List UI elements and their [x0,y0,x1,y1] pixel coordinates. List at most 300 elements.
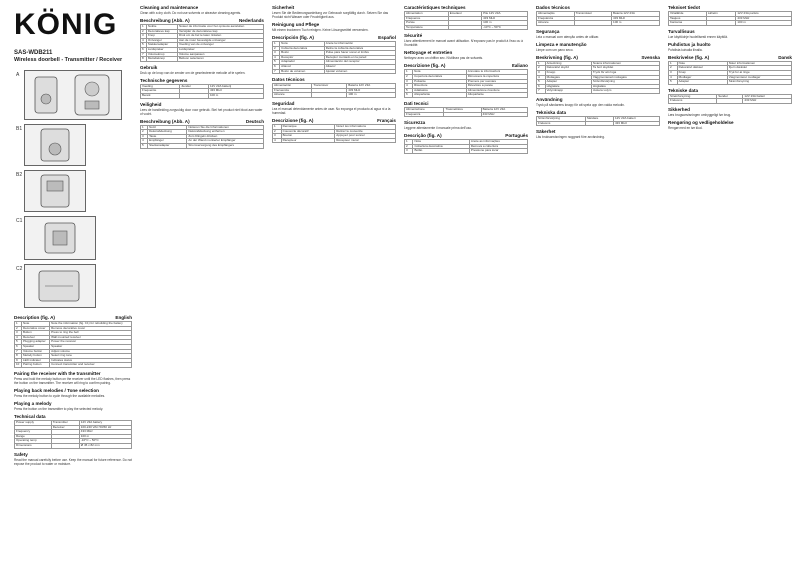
table-cell: Alcance [273,93,312,98]
table-cell: Strömförsörjning [537,116,586,121]
table-cell: Plugging adapter [21,340,49,345]
info-table [140,24,264,62]
table-cell: Notiz [148,125,187,130]
paragraph: Mit einem trockenen Tuch reinigen. Keine Lösungsmittel verwenden. [272,28,369,32]
section-heading: Datos técnicos [272,77,305,83]
table-cell: 433 MHz [736,16,792,21]
table-row [141,143,264,148]
table-cell: 2 [669,66,678,71]
table-cell: Vægmonteret modtager [727,75,791,80]
table-cell: 4 [141,38,147,43]
table-cell: 3 [669,70,678,75]
section-heading: Sikkerhed [668,106,690,112]
table-cell [444,112,481,117]
table-cell: Bereik [141,93,180,98]
table-cell: Notez les informations [335,124,396,129]
table-cell: Adjust volume [50,349,132,354]
table-cell: 6 [141,47,147,52]
section-heading: Användning [536,96,563,102]
section-heading: Seguridad [272,100,295,106]
table-row [273,93,396,98]
table-cell: 1 [537,61,546,66]
paragraph: Leggere attentamente il manuale prima dell'uso. [404,126,472,131]
table-cell [180,93,208,98]
column-3 [272,0,396,567]
column-1-text [14,312,132,467]
section-heading: Cleaning and maintenance [140,5,199,10]
table-cell: Anote la información [324,42,395,47]
table-cell [448,25,481,30]
section-heading: Descrizione (fig. A) Italiano [404,63,528,69]
table-cell: Notitie [146,25,177,30]
table-cell: Alimentação [537,12,575,17]
table-cell: Fjern dækslet [727,66,791,71]
table-cell: Altoparlante [466,93,527,98]
section-heading: Tekniska data [536,109,567,115]
product-model: SAS-WDB211 [14,50,53,56]
table-cell: Couvercle décoratif [281,129,335,134]
table-cell: Zum Klingeln drücken [187,134,264,139]
paragraph: Leia o manual com atenção antes de utilizar. [536,34,600,39]
table-cell: 2 [141,29,147,34]
figure-b2 [24,170,86,212]
paragraph: Limpe com um pano seco. [536,47,574,52]
table-cell: -10°C ~ 50°C [79,439,131,444]
table-cell: Stekkeradapter [146,43,177,48]
table-row [537,21,660,26]
table-cell: 5 [669,80,678,85]
paragraph: Lea el manual detenidamente antes de usar. No exponga el producto al agua ni a la humedad. [272,106,391,115]
table-cell: Tryk for at ringe [727,70,791,75]
table-row [273,69,396,74]
table-cell [717,99,743,104]
table-row [669,80,792,85]
table-cell: Virtalähde [669,12,707,17]
paragraph: Puhdista kuivalla liinalla. [668,47,703,52]
table-row [405,93,528,98]
table-cell: Strømforsyning [727,80,791,85]
table-cell: Retirez le couvercle [335,129,396,134]
table-cell: Decoratieve kap [146,29,177,34]
table-cell: Power supply [15,420,52,425]
table-cell: Pairing button [21,363,49,368]
table-cell: Ricevitore a parete [466,84,527,89]
column-3-text [272,0,396,143]
section-heading: Beskrivelse (fig. A) Dansk [668,54,792,60]
table-cell: Note [21,322,49,327]
table-cell: Högtalare [591,84,659,89]
table-cell: 6 [405,93,413,98]
table-cell: 4 [141,139,148,144]
table-cell: Melody button [21,354,49,359]
info-table [404,11,528,30]
table-cell: 7 [537,89,546,94]
table-cell: Frequentie [141,89,180,94]
table-cell: Adapter [545,80,591,85]
paragraph: Lesen Sie die Bedienungsanleitung vor Gebrauch sorgfältig durch. Setzen Sie das Produkt nicht Wasser oder Feuchtigkeit aus. [272,11,389,19]
language-label: Nederlands [238,18,264,23]
section-heading: Puhdistus ja huolto [668,41,711,47]
table-cell: 9 [15,358,22,363]
table-cell: 100 m [736,21,792,26]
info-table [140,125,264,149]
table-cell: Notera informationen [591,61,659,66]
language-label: Português [505,133,528,139]
table-cell: 2 [273,46,280,51]
table-cell: Récepteur [281,138,335,143]
table-row [405,25,528,30]
section-heading: Beschreibung (Abb. A) Nederlands [140,18,264,23]
table-cell: 6 [15,344,22,349]
table-cell: Adapter [677,80,727,85]
table-cell: 2 [15,326,22,331]
table-cell: 12V 23A paristo [736,12,792,17]
section-heading: Safety [14,451,28,457]
table-row [537,89,660,94]
table-cell: Remova a cobertura [469,144,527,149]
table-cell [312,93,347,98]
table-cell: Tryck för att ringa [591,70,659,75]
table-cell: Ajustar volumen [324,69,395,74]
table-cell: Volume aanpassen [177,52,263,57]
column-5-text [536,0,660,139]
table-cell: Receiver [51,425,79,430]
table-cell [51,443,79,448]
table-cell: 433 MHz [612,16,660,21]
table-cell: Melodieknop [146,57,177,62]
info-table [668,94,792,104]
table-cell: Power the receiver [50,340,132,345]
table-cell: Retire la cubierta decorativa [324,46,395,51]
table-cell: Botón [280,51,325,56]
column-6-text [668,0,792,130]
table-cell: Transmitter [51,420,79,425]
doorbell-illustration [25,71,121,119]
section-heading: Dados técnicos [536,5,570,10]
figure-label-c1: C1 [16,218,23,224]
table-cell: Receptor montado en la pared [324,55,395,60]
table-cell: Altavoz [280,64,325,69]
section-heading: Sécurité [404,33,423,39]
table-cell: Frekvens [537,121,586,126]
table-cell: Pile 12V 23A [482,12,528,17]
table-cell: Bateria 12V 23A [612,12,660,17]
section-heading: Rengøring og vedligeholdelse [668,119,734,125]
info-table [14,321,132,368]
table-row [669,99,792,104]
language-label: Svenska [641,54,660,60]
table-cell: Anteckning [545,61,591,66]
table-cell: Mottagare [545,75,591,80]
table-cell: 5 [141,143,148,148]
table-cell: 4 [405,84,413,89]
table-cell: Stromversorgung des Empfängers [187,143,264,148]
table-cell: Voeding [141,84,180,89]
column-6 [668,0,792,567]
table-cell: 12V 23A batterij [208,84,263,89]
table-cell: Appuyez pour sonner [335,134,396,139]
table-cell: 12V 23A battery [79,420,131,425]
table-cell: 8 [141,57,147,62]
table-cell: 100-240 VAC 50/60 Hz [79,425,131,430]
section-heading: Nettoyage et entretien [404,50,453,56]
table-cell: 2 [141,130,148,135]
table-row [15,363,132,368]
section-heading: Technische gegevens [140,77,188,83]
table-cell: Dimensions [15,443,52,448]
column-4-text [404,0,528,154]
table-cell: Trasmettitore [444,107,481,112]
table-cell: 5 [537,80,546,85]
table-cell: 433 MHz [208,89,263,94]
table-cell: Température [405,25,449,30]
table-cell: Anote as informações [469,140,527,145]
table-cell: Bouton [281,134,335,139]
column-5 [536,0,660,567]
section-heading: Segurança [536,28,560,34]
table-cell: Alcance [537,21,575,26]
language-label: Italiano [511,63,528,69]
table-cell: Rimuovere la copertura [466,74,527,79]
info-table [404,107,528,117]
table-cell: 100 m [347,93,396,98]
table-cell: Volymknapp [545,89,591,94]
table-cell: Adattatore [413,88,467,93]
table-cell: 12V 23A batteri [743,94,792,99]
paragraph: Lisez attentivement le manuel avant utilisation. N'exposez pas le produit à l'eau ou à l'humidité. [404,39,523,48]
table-cell: Knop [146,34,177,39]
section-heading: Dati tecnici [404,100,429,106]
table-row [273,138,396,143]
table-cell: 5 [141,43,147,48]
section-heading: Gebruik [140,64,158,70]
section-heading: Technical data [14,413,46,419]
table-cell: Remarque [281,124,335,129]
table-cell: Remove decorative cover [50,326,132,331]
figure-b1 [24,124,86,166]
table-cell: Note [677,61,727,66]
section-heading: Pairing the receiver with the transmitter [14,370,101,376]
table-cell: 2 [405,144,413,149]
info-table [272,83,396,98]
table-cell: Adaptador [280,60,325,65]
table-cell: An der Wand montierter Empfänger [187,139,264,144]
table-cell: Taste [148,134,187,139]
table-cell: Wall mounted receiver [50,335,132,340]
paragraph: Nettoyez avec un chiffon sec. N'utilisez pas de solvants. [404,56,484,61]
info-table [404,69,528,98]
figure-c1 [24,216,96,260]
table-cell: Volumeknop [146,52,177,57]
table-cell: Frequenza [405,112,444,117]
table-cell: 1 [141,125,148,130]
table-cell: 7 [273,69,280,74]
table-cell: Frequência [537,16,575,21]
table-cell [574,21,611,26]
table-cell: Frecuencia [273,88,312,93]
section-heading: Beskrivning (fig. A) Svenska [536,54,660,60]
table-cell: Émetteur [448,12,481,17]
table-cell: Altoparlante [413,93,467,98]
table-cell: Fréquence [405,16,449,21]
table-cell: Knap [677,70,727,75]
table-cell: 433 MHz [743,99,792,104]
table-cell: Dekorativt skydd [545,66,591,71]
table-cell: Portée [405,21,449,26]
table-cell: 1 [273,124,282,129]
table-cell: Transmissor [574,12,611,17]
table-cell: Dekorabdeckung entfernen [187,130,264,135]
table-cell: Ta bort skyddet [591,66,659,71]
table-cell: 8 [15,354,22,359]
table-cell: Range [15,434,52,439]
info-table [668,11,792,26]
figure-a [24,70,122,120]
table-cell: Cubierta decorativa [280,46,325,51]
table-cell: 100 m [612,21,660,26]
product-subtitle: Wireless doorbell - Transmitter / Receiver [14,57,123,63]
table-cell: Högtalare [545,84,591,89]
table-cell: Aan de muur bevestigde ontvanger [177,38,263,43]
table-cell: 4 [15,335,22,340]
table-cell: Volume button [21,349,49,354]
paragraph: Press the melody button to cycle through the available melodies. [14,393,106,398]
info-table [536,61,660,94]
table-cell: 1 [669,61,678,66]
table-cell: Alimentazione [405,107,444,112]
section-heading: Reinigung und Pflege [272,22,320,27]
language-label: English [115,315,132,320]
table-cell: Alimentación [273,84,312,89]
table-cell: Press to ring the bell [50,331,132,336]
language-label: Français [377,117,396,123]
table-cell: Notieren Sie die Informationen [187,125,264,130]
info-table [536,116,660,126]
table-cell: 1 [273,42,280,47]
table-cell: Nota [280,42,325,47]
section-heading: Playing a melody [14,400,52,406]
table-cell: Button [21,331,49,336]
table-cell: Modtager [677,75,727,80]
table-cell: Strømforsyning [669,94,717,99]
table-cell: Indicates status [50,358,132,363]
info-table [14,420,132,449]
table-cell: 100 m [208,93,263,98]
table-cell: Frequency [15,430,52,435]
table-cell: 3 [141,34,147,39]
section-heading: Descrição (fig. A) Português [404,133,528,139]
table-cell: Alimentazione ricevitore [466,88,527,93]
table-cell: Taajuus [669,16,707,21]
section-heading: Limpeza e manutenção [536,41,587,47]
table-cell: 3 [405,149,413,154]
table-cell: Sändare [585,116,613,121]
table-cell: 5 [15,340,22,345]
table-cell: 4 [273,55,280,60]
paragraph: Læs brugsanvisningen omhyggeligt før brug. [668,112,732,117]
info-table [272,41,396,74]
table-cell: Voeding van de ontvanger [177,43,263,48]
table-cell: Operating temp [15,439,52,444]
table-cell: 433 MHz [482,16,528,21]
table-cell: 2 [405,74,413,79]
table-cell: Copertura decorativa [413,74,467,79]
figure-label-a: A [16,72,20,78]
paragraph: Press the button on the transmitter to play the selected melody. [14,406,104,411]
table-cell: Speaker [21,344,49,349]
table-cell: Speaker [50,344,132,349]
table-cell: Connect transmitter and receiver [50,363,132,368]
table-cell: 10 [15,363,22,368]
table-cell: LED indicator [21,358,49,363]
brand-logo: KÖNIG [14,8,118,41]
table-cell: Nota [413,70,467,75]
column-2 [140,0,264,567]
paragraph: Rengør med en tør klud. [668,125,703,130]
paragraph: Tryck på sändarens knapp för att spela upp den valda melodin. [536,102,625,107]
table-cell: Nota [413,140,469,145]
table-cell: 433 MHz [481,112,527,117]
table-cell: Transmisor [312,84,347,89]
table-cell: Cobertura decorativa [413,144,469,149]
section-heading: Säkerhet [536,129,556,135]
section-heading: Tekniske data [668,87,699,93]
table-row [405,149,528,154]
figure-c2 [24,264,96,308]
table-cell: Pressione para tocar [469,149,527,154]
section-heading: Sicherheit [272,5,295,10]
table-cell: Justera volym [591,89,659,94]
info-table [140,84,264,99]
table-cell: Ricevitore [413,84,467,89]
info-table [536,11,660,26]
table-cell: 5 [405,88,413,93]
table-cell: Verwijder de decoratieve kap [177,29,263,34]
table-cell: Strömförsörjning [591,80,659,85]
table-cell: Väggmonterad mottagare [591,75,659,80]
table-cell: Luidspreker [177,47,263,52]
table-cell: Ontvanger [146,38,177,43]
table-cell: Récepteur mural [335,138,396,143]
language-label: Dansk [778,54,792,60]
table-cell: 3 [537,70,546,75]
column-4 [404,0,528,567]
figure-label-b2: B2 [16,172,23,178]
table-cell: 2 [273,129,282,134]
figure-label-b1: B1 [16,126,23,132]
table-cell: Decorative cover [21,326,49,331]
table-cell: 5 [273,60,280,65]
table-cell: Noter informationen [727,61,791,66]
table-cell: Druk om de bel te laten rinkelen [177,34,263,39]
table-cell: Pulse para hacer sonar el timbre [324,51,395,56]
table-cell: Ø 45 x 82 mm [79,443,131,448]
section-heading: Tekniset tiedot [668,5,701,10]
transmitter-illustration [25,125,85,165]
table-cell: 3 [273,134,282,139]
table-cell: 3 [15,331,22,336]
column-2-text [140,0,264,149]
table-cell: Batteria 12V 23A [481,107,527,112]
language-label: Deutsch [245,118,264,124]
info-table [404,139,528,154]
table-cell: 4 [669,75,678,80]
table-row [537,121,660,126]
table-cell: Beltoon selecteren [177,57,263,62]
table-cell: Kantama [669,21,707,26]
table-cell: 4 [273,138,282,143]
table-cell: Annotare le informazioni [466,70,527,75]
